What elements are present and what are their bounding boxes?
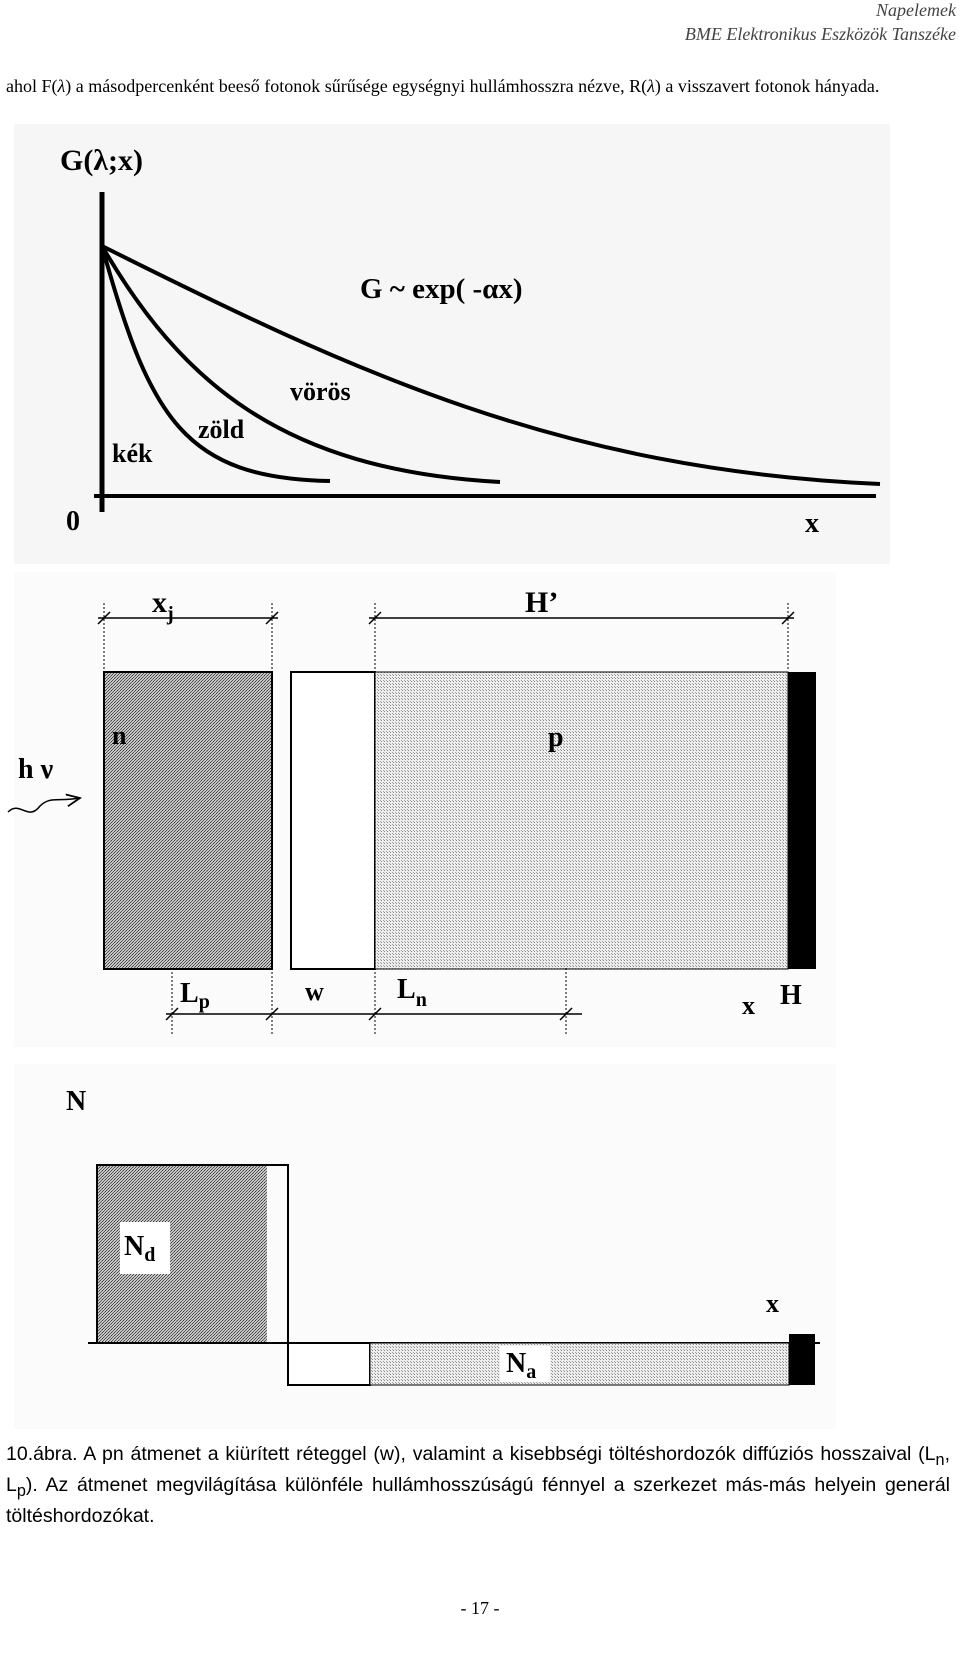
x-axis-label: x <box>805 508 819 539</box>
lp-label: $L_p$ <box>180 978 210 1013</box>
x-axis-label: x <box>766 1289 779 1318</box>
p-region-label: p <box>548 722 564 753</box>
p-region <box>375 672 788 969</box>
h-label: H <box>780 980 802 1011</box>
h-prime-label: H’ <box>525 586 559 619</box>
nd-label: $N_d$ <box>124 1231 156 1266</box>
curve-label-green: zöld <box>198 415 245 444</box>
w-label: w <box>305 977 324 1006</box>
y-axis-label: G(λ;x) <box>60 144 144 177</box>
intro-paragraph: ahol F(λ) a másodpercenként beeső fotonok sűrűsége egységnyi hullámhosszra nézve, R(λ) a visszavert fotonok hányada. <box>6 76 880 96</box>
photon-label: h ν <box>18 754 54 785</box>
back-contact-profile <box>789 1334 815 1385</box>
origin-label: 0 <box>66 506 80 537</box>
doping-profile <box>14 1064 836 1429</box>
figure-caption: 10.ábra. A pn átmenet a kiürített réteggel (w), valamint a kisebbségi töltéshordozók diffúziós hosszaival ($L_n$, $L_p$). Az átmenet megvilágítása különféle hullámhosszúságú fénnyel a szerkezet más-más helyein generál töltéshordozókat. <box>6 1443 950 1527</box>
curve-label-blue: kék <box>112 439 153 468</box>
formula-label: G ~ exp( -αx) <box>360 273 523 305</box>
pn-structure <box>8 572 836 1047</box>
n-axis-label: N <box>66 1086 87 1117</box>
xj-label: $x_j$ <box>152 586 174 625</box>
ln-label: $L_n$ <box>397 974 427 1011</box>
depletion-gap <box>288 1343 370 1385</box>
header-department: BME Elektronikus Eszközök Tanszéke <box>684 24 956 44</box>
lambda-symbol: λ <box>57 76 66 96</box>
x-label: x <box>742 991 755 1020</box>
na-label: $N_a$ <box>506 1348 537 1383</box>
depletion-region <box>291 672 375 969</box>
page-number: - 17 - <box>460 1598 500 1618</box>
lambda-symbol: λ <box>647 76 655 96</box>
back-contact <box>788 672 816 969</box>
header-title: Napelemek <box>876 0 956 20</box>
curve-label-red: vörös <box>290 377 351 406</box>
generation-plot <box>14 124 890 564</box>
n-region <box>104 672 272 969</box>
acceptor-region <box>370 1343 789 1385</box>
n-region-label: n <box>112 721 127 750</box>
